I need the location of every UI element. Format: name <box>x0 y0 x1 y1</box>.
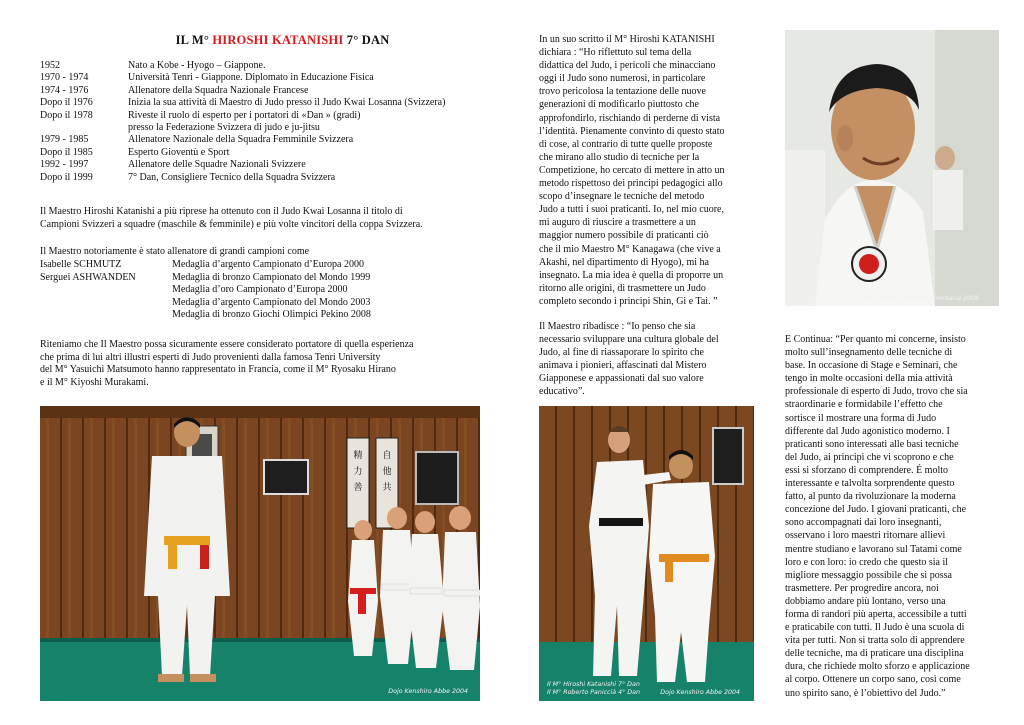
dojo-photo-caption: Dojo Kenshiro Abbe 2004 <box>388 688 468 695</box>
tenri-legacy-paragraph: Riteniamo che Il Maestro possa sicuramente essere considerato portatore di quella esperienza che prima di lui altri illustri esperti di Judo provenienti dalla famosa Tenri University del M° Yasuichi Matsumoto hanno rappresentato in Francia, come il M° Ryosaku Hirano e il M° Kiyoshi Murakami. <box>40 339 414 388</box>
svg-text:他: 他 <box>382 467 392 477</box>
portrait-illustration <box>785 30 999 306</box>
svg-text:精: 精 <box>353 451 363 461</box>
svg-text:自: 自 <box>382 451 392 461</box>
bio-row: Dopo il 1976 Inizia la sua attività di Maestro di Judo presso il Judo Kwai Losanna (Svizzera) <box>40 97 446 109</box>
bio-row: 1970 - 1974 Università Tenri - Giappone. Diplomato in Educazione Fisica <box>40 72 374 84</box>
katanishi-quote-column: In un suo scritto il M° Hiroshi KATANISHI dichiara : “Ho riflettuto sul tema della didattica del Judo, i pericoli che minacciano oggi il Judo sono numerosi, in particolare trovo pericolosa la tentazione delle nuove generazioni di modificarlo piuttosto che approfondirlo, rischiando di perderne di vista l’identità. Pienamente convinto di questo stato di cose, al contrario di tutte quelle proposte che mirano allo studio di tecniche per la Competizione, ho cercato di mettere in atto un metodo rispettoso dei principi pedagogici allo scopo d’insegnare le tecniche del metodo Judo a tutti i suoi praticanti. Io, nel mio cuore, mi auguro di riuscire a trasmettere a un maggior numero possibile di praticanti ciò che il mio Maestro M° Kanagawa (che vive a Akashi, nel dipartimento di Hyogo), mi ha insegnato. La mia idea è quella di proporre un ritorno alle origini, di trasmettere un Judo completo secondo i principi Shin, Gi e Tai. ” <box>539 34 725 307</box>
masters-photo-caption-dojo: Dojo Kenshiro Abbe 2004 <box>660 689 740 696</box>
katanishi-portrait-photo <box>785 30 999 306</box>
bio-row: Dopo il 1978 Riveste il ruolo di esperto per i portatori di «Dan » (gradi) <box>40 109 361 121</box>
bio-row: 1974 - 1976 Allenatore della Squadra Nazionale Francese <box>40 84 309 96</box>
medal-row: Isabelle SCHMUTZ Medaglia d’argento Campionato d’Europa 2000 <box>40 259 364 270</box>
bio-row: presso la Federazione Svizzera di judo e ju-jitsu <box>128 122 320 134</box>
masters-photo-caption-line1: Il M° Hiroshi Katanishi 7° Dan <box>547 681 640 688</box>
masters-scene-illustration <box>539 406 754 701</box>
bio-row: 1952 Nato a Kobe - Hyogo – Giappone. <box>40 60 266 71</box>
master-name: HIROSHI KATANISHI <box>212 33 344 47</box>
champions-intro: Il Maestro notoriamente è stato allenatore di grandi campioni come <box>40 246 310 257</box>
medal-row: Medaglia d’oro Campionato d’Europa 2000 <box>172 284 348 296</box>
medal-row: Medaglia d’argento Campionato del Mondo 2003 <box>172 296 371 308</box>
portrait-caption: Il M° Hiroshi Katanishi - Herbaria 2006 <box>858 295 979 302</box>
bio-row: 1979 - 1985 Allenatore Nazionale della Squadra Femminile Svizzera <box>40 134 354 146</box>
bio-row: Dopo il 1985 Esperto Gioventù e Sport <box>40 146 230 158</box>
svg-text:力: 力 <box>353 467 363 477</box>
bio-row: Dopo il 1999 7° Dan, Consigliere Tecnico della Squadra Svizzera <box>40 171 336 183</box>
dojo-scene-illustration <box>40 406 480 701</box>
svg-text:善: 善 <box>353 483 363 493</box>
page-title: IL M° HIROSHI KATANISHI 7° DAN <box>175 33 390 47</box>
dojo-children-photo <box>40 406 480 701</box>
medal-row: Serguei ASHWANDEN Medaglia di bronzo Campionato del Mondo 1999 <box>40 271 371 283</box>
bio-row: 1992 - 1997 Allenatore delle Squadre Nazionali Svizzere <box>40 159 306 171</box>
team-titles-paragraph: Il Maestro Hiroshi Katanishi a più riprese ha ottenuto con il Judo Kwai Losanna il titolo di Campioni Svizzeri a squadre (maschile & femminile) e più volte vincitori della coppa Svizzera. <box>40 206 423 230</box>
continua-column: E Continua: “Per quanto mi concerne, insisto molto sull’insegnamento delle tecniche di base. In occasione di Stage e Seminari, che tengo in molte occasioni della mia attività professionale di esperto di Judo, trovo che sia straordinarie e formidabile l’effetto che sortisce il mostrare una forma di Judo differente dal Judo agonistico moderno. I praticanti sono interessati alle basi tecniche del Judo, ai principi che vi scoprono e che essi si sforzano di comprendere. É molto interessante e talvolta sorprendente questo fatto, al punto da rivoluzionare la moderna concezione del Judo. I giovani praticanti, che sono accompagnati dai loro insegnanti, osservano i loro maestri ritornare allievi mentre studiano e lavorano sul Tatami come loro e con loro: io credo che questo sia il migliore messaggio possibile che si possa trasmettere. Per progredire ancora, noi dobbiamo andare più lontano, verso una forma di randori più aperta, accessibile a tutti e praticabile con tutti. Il Judo è una scuola di vita per tutti. Non si tratta solo di apprendere delle tecniche, ma di praticare una disciplina dura, che richiede molto sforzo e applicazione al corpo. Ottenere un corpo sano, così come uno spirito sano, è l’obiettivo del Judo.” <box>785 334 970 699</box>
medal-row: Medaglia di bronzo Giochi Olimpici Pekino 2008 <box>172 309 371 321</box>
champions-medals-list <box>40 259 371 322</box>
svg-text:共: 共 <box>382 483 392 493</box>
masters-photo-caption-line2: Il M° Roberto Paniccià 4° Dan <box>547 689 640 696</box>
masters-pair-photo <box>539 406 754 701</box>
biography-timeline <box>40 60 445 184</box>
katanishi-culture-paragraph: Il Maestro ribadisce : “Io penso che sia necessario sviluppare una cultura globale del Judo, al fine di riassaporare lo spirito che animava i pionieri, affascinati dal Mistero Giapponese e appassionati dal suo valore educativo”. <box>539 321 719 398</box>
